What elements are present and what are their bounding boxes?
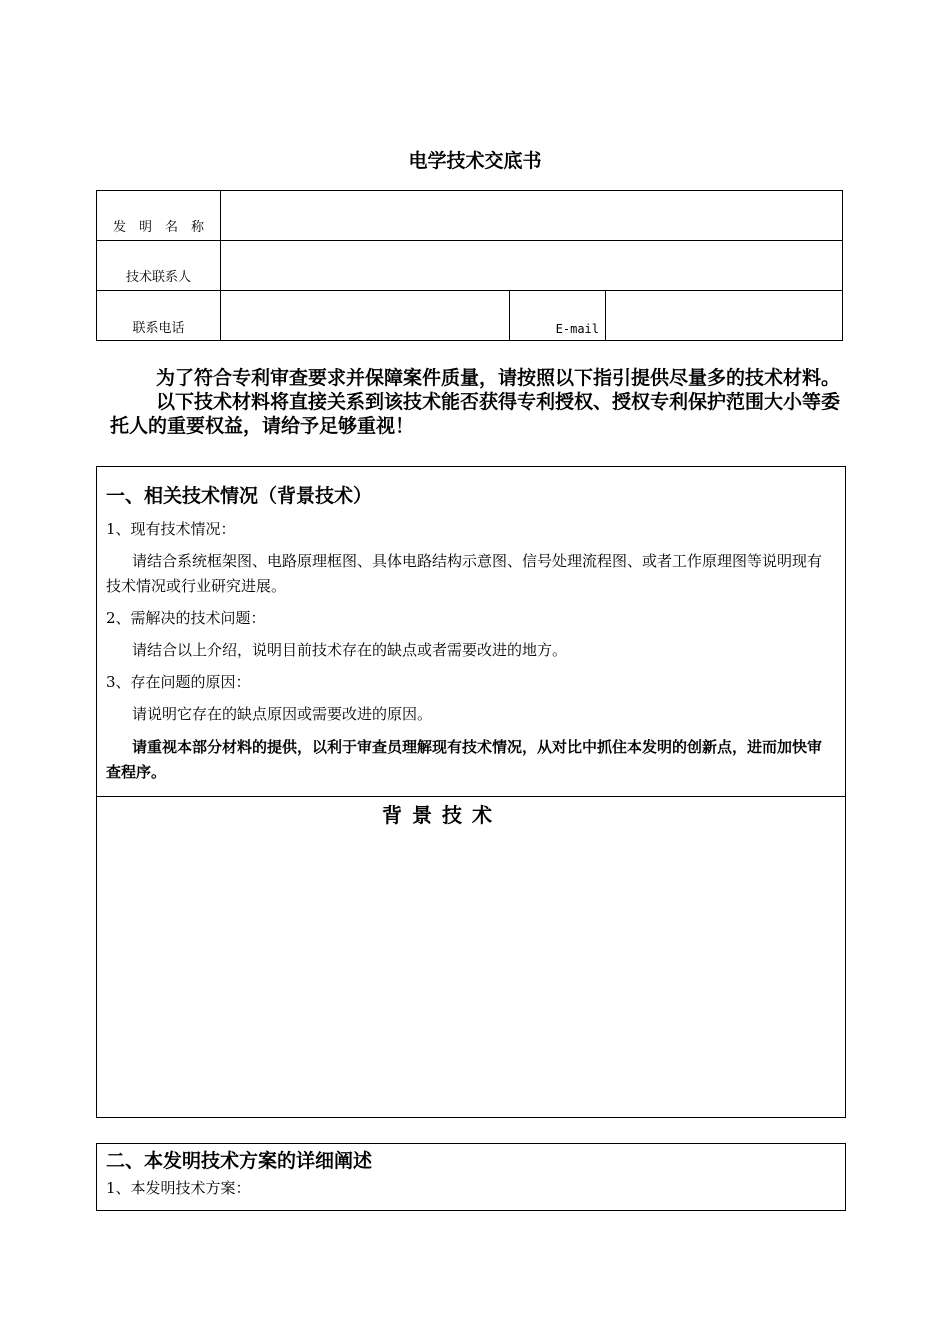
section-background-guide [97, 467, 845, 797]
item-3-desc: 请说明它存在的缺点原因或需要改进的原因。 [132, 705, 433, 723]
item-1-desc: 请结合系统框架图、电路原理框图、具体电路结构示意图、信号处理流程图、或者工作原理图等说明现有技术情况或行业研究进展。 [106, 552, 823, 595]
section-2-item-1: 1、本发明技术方案： [106, 1179, 251, 1197]
importance-note: 请重视本部分材料的提供，以利于审查员理解现有技术情况，从对比中抓住本发明的创新点，进而加快审查程序。 [106, 738, 823, 781]
item-1: 1、现有技术情况： [106, 520, 236, 538]
phone-label: 联系电话 [132, 321, 185, 336]
section-background [96, 466, 846, 1118]
item-2-desc: 请结合以上介绍，说明目前技术存在的缺点或者需要改进的地方。 [132, 641, 568, 659]
background-label: 背景技术 [382, 803, 502, 827]
invention-name-label: 发 明 名 称 [112, 220, 204, 235]
tech-contact-row [97, 241, 842, 291]
tech-contact-label: 技术联系人 [125, 270, 191, 285]
email-label: E-mail [555, 322, 599, 336]
notice-paragraph-2: 以下技术材料将直接关系到该技术能否获得专利授权、授权专利保护范围大小等委托人的重要权益，请给予足够重视！ [110, 391, 841, 437]
invention-name-row [97, 191, 842, 241]
item-2: 2、需解决的技术问题： [106, 609, 266, 627]
section-technical-solution [96, 1143, 846, 1211]
info-table [96, 190, 843, 341]
notice-block [110, 366, 840, 438]
item-3: 3、存在问题的原因： [106, 673, 251, 691]
section-1-heading: 一、相关技术情况（背景技术） [106, 485, 373, 507]
document-title: 电学技术交底书 [408, 150, 542, 172]
phone-row [97, 291, 842, 341]
section-2-heading: 二、本发明技术方案的详细阐述 [106, 1150, 373, 1172]
notice-paragraph-1: 为了符合专利审查要求并保障案件质量，请按照以下指引提供尽量多的技术材料。 [156, 367, 841, 389]
